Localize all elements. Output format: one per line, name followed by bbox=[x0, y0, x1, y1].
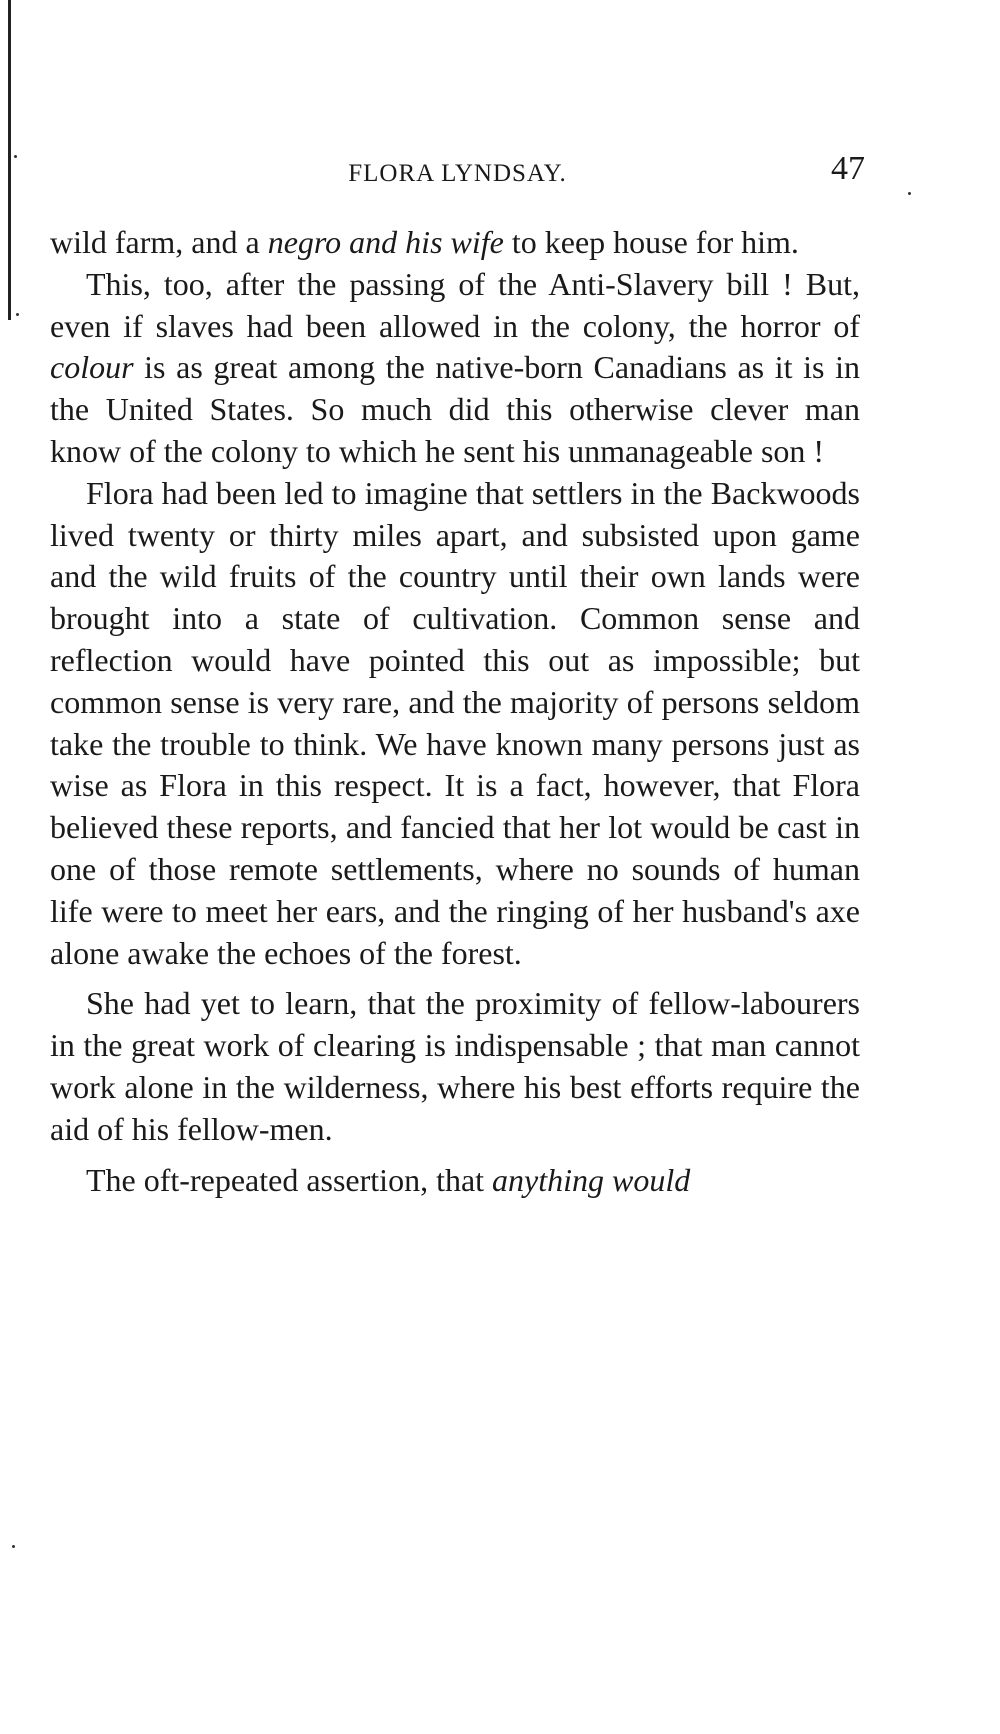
paragraph bbox=[50, 473, 860, 975]
print-speck bbox=[16, 313, 19, 316]
text-run: Flora had been led to imagine that settlers in the Backwoods lived twenty or thirty miles apart, and subsisted upon game and the wild fruits of the country until their own lands were brought into a state of cultivation. Common sense and reflection would have pointed this out as impossible; but common sense is very rare, and the majority of persons seldom take the trouble to think. We have known many persons just as wise as Flora in this respect. It is a fact, however, that Flora believed these reports, and fancied that her lot would be cast in one of those remote settlements, where no sounds of human life were to meet her ears, and the ringing of her husband's axe alone awake the echoes of the forest. bbox=[50, 474, 860, 971]
print-speck bbox=[14, 155, 17, 158]
text-run: wild farm, and a bbox=[50, 224, 268, 260]
print-speck bbox=[12, 1545, 15, 1548]
text-run: This, too, after the passing of the Anti-Slavery bill ! But, even if slaves had been allowed in the colony, the horror of bbox=[50, 265, 860, 344]
italic-text-run: colour bbox=[50, 349, 134, 386]
italic-text-run: negro and his wife bbox=[267, 224, 504, 260]
paragraph bbox=[50, 983, 860, 1150]
running-title: FLORA LYNDSAY. bbox=[348, 160, 567, 187]
italic-text-run: anything would bbox=[492, 1161, 691, 1198]
text-run: The oft-repeated assertion, that bbox=[86, 1161, 493, 1198]
paragraph bbox=[50, 264, 860, 473]
body-text bbox=[50, 222, 860, 1201]
running-head bbox=[50, 150, 865, 190]
page-number: 47 bbox=[831, 150, 865, 187]
paragraph bbox=[50, 1160, 860, 1202]
paragraph bbox=[50, 222, 860, 264]
print-speck bbox=[908, 192, 911, 195]
text-run: is as great among the native-born Canadians as it is in the United States. So much did this otherwise clever man know of the colony to which he sent his unmanageable son ! bbox=[50, 349, 860, 469]
text-run: to keep house for him. bbox=[503, 224, 799, 260]
binding-edge-rule bbox=[8, 0, 11, 320]
text-run: She had yet to learn, that the proximity of fellow-labourers in the great work of clearing is indispensable ; that man cannot work alone in the wilderness, where his best efforts require the aid of his fellow-men. bbox=[50, 985, 860, 1147]
